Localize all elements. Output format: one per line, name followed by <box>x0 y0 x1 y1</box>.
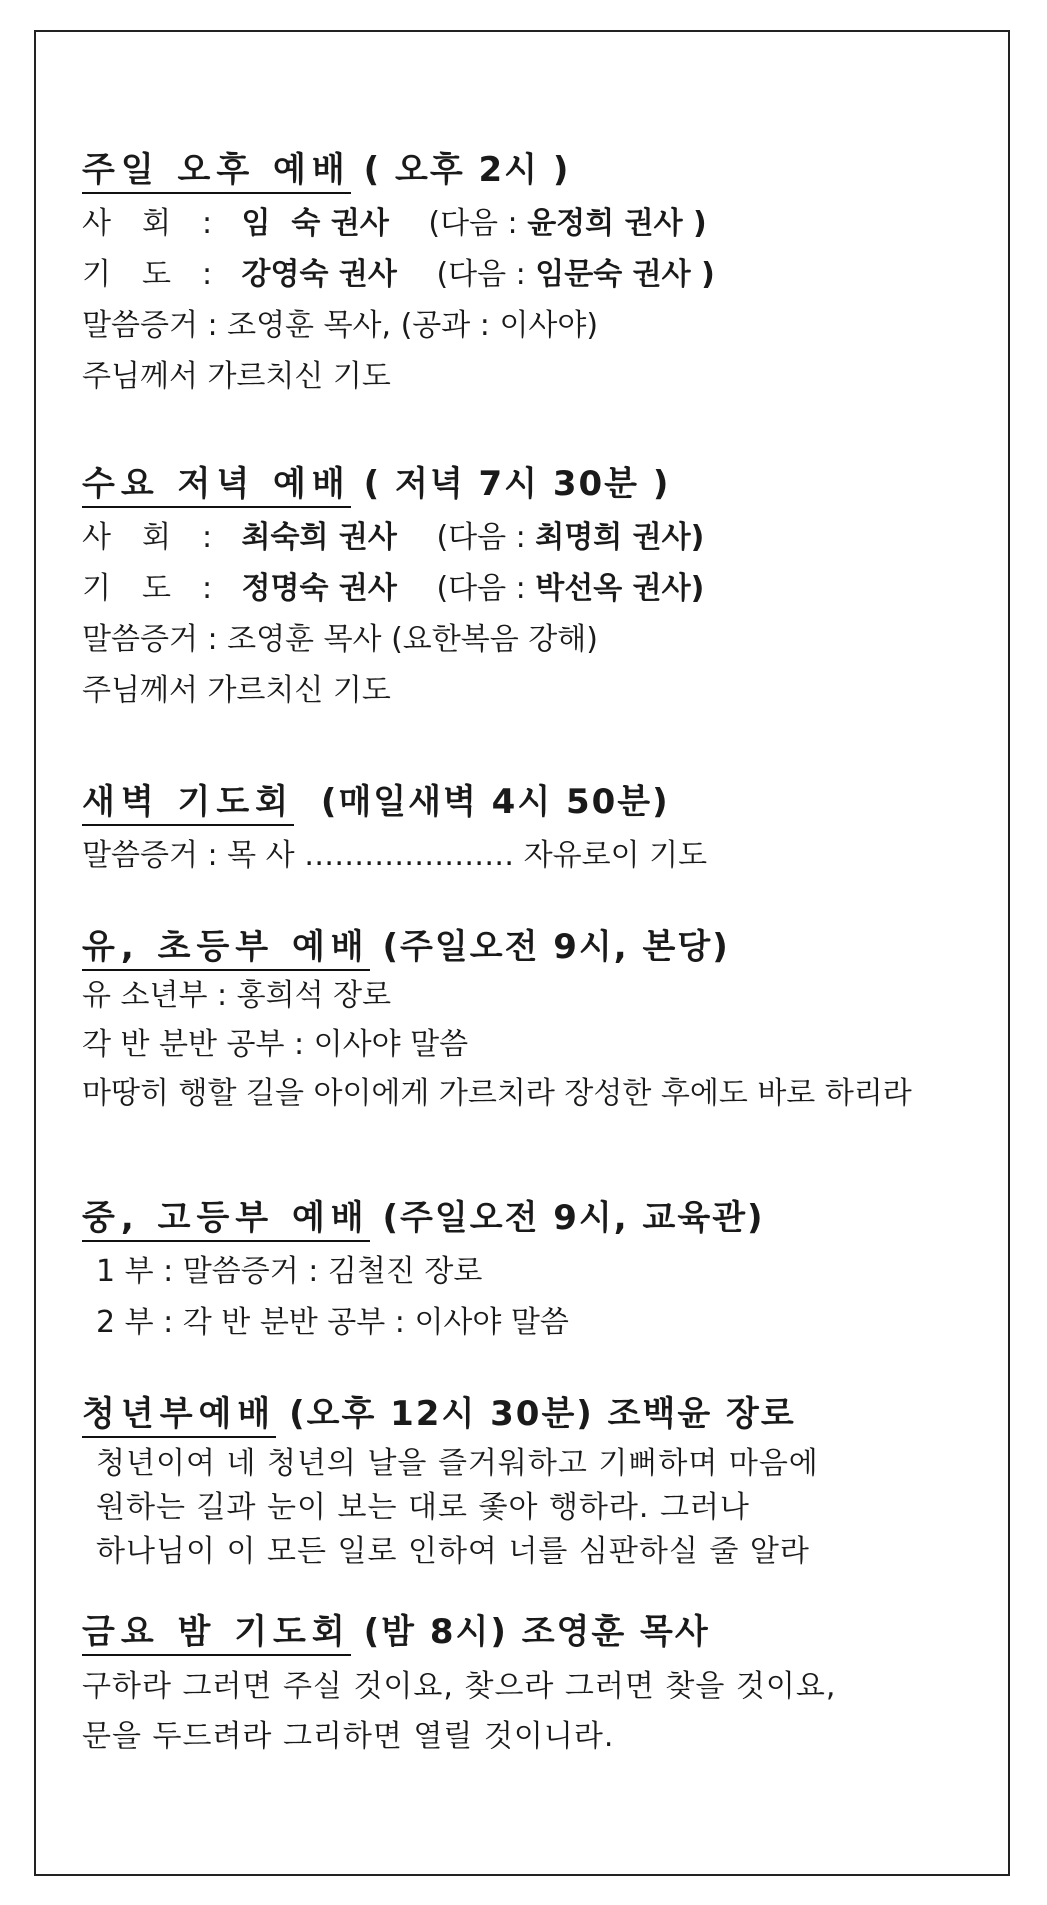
section-title: 새벽 기도회 <box>82 782 294 826</box>
section-heading <box>82 1610 1007 1654</box>
role-row: 사 회 : 최숙희 권사 (다음 : 최명희 권사) <box>82 520 705 555</box>
section-heading <box>82 1196 1007 1240</box>
section-title: 중, 고등부 예배 <box>82 1198 370 1242</box>
section-elementary <box>82 925 1007 1118</box>
text-line: 구하라 그러면 주실 것이요, 찾으라 그러면 찾을 것이요, <box>82 1669 837 1704</box>
text-line: 청년이여 네 청년의 날을 즐거워하고 기뻐하며 마음에 <box>96 1446 819 1481</box>
section-young-adults <box>82 1392 1007 1574</box>
text-line: 하나님이 이 모든 일로 인하여 너를 심판하실 줄 알라 <box>96 1534 810 1569</box>
section-time: (오후 12시 30분) 조백윤 장로 <box>289 1394 796 1434</box>
section-time: ( 저녁 7시 30분 ) <box>363 464 671 504</box>
section-heading <box>82 462 1007 506</box>
section-friday-prayer <box>82 1610 1007 1762</box>
section-title: 청년부예배 <box>82 1394 276 1438</box>
section-heading <box>82 148 1007 192</box>
role-row: 사 회 : 임 숙 권사 (다음 : 윤정희 권사 ) <box>82 206 707 241</box>
sermon-line: 말씀증거 : 조영훈 목사, (공과 : 이사야) <box>82 308 599 343</box>
text-line: 원하는 길과 눈이 보는 대로 좇아 행하라. 그러나 <box>96 1490 750 1525</box>
role-name: 임 숙 권사 <box>241 206 389 241</box>
section-time: ( 오후 2시 ) <box>363 150 571 190</box>
section-heading <box>82 780 1007 824</box>
text-line: 2 부 : 각 반 분반 공부 : 이사야 말씀 <box>96 1305 569 1340</box>
text-line: 1 부 : 말씀증거 : 김철진 장로 <box>96 1254 483 1289</box>
section-heading <box>82 925 1007 969</box>
section-youth <box>82 1196 1007 1348</box>
section-sunday-afternoon <box>82 148 1007 402</box>
role-row: 기 도 : 강영숙 권사 (다음 : 임문숙 권사 ) <box>82 257 715 292</box>
role-name: 정명숙 권사 <box>241 571 397 606</box>
section-time: (주일오전 9시, 교육관) <box>382 1198 765 1238</box>
text-line: 마땅히 행할 길을 아이에게 가르치라 장성한 후에도 바로 하리라 <box>82 1076 912 1111</box>
section-time: (주일오전 9시, 본당) <box>382 927 730 967</box>
topic-line: 주님께서 가르치신 기도 <box>82 673 391 708</box>
section-title: 유, 초등부 예배 <box>82 927 370 971</box>
text-line: 유 소년부 : 홍희석 장로 <box>82 978 392 1013</box>
role-name: 최숙희 권사 <box>241 520 397 555</box>
role-name: 강영숙 권사 <box>241 257 397 292</box>
section-dawn-prayer <box>82 780 1007 881</box>
topic-line: 주님께서 가르치신 기도 <box>82 359 391 394</box>
text-line: 문을 두드려라 그리하면 열릴 것이니라. <box>82 1719 615 1754</box>
section-title: 금요 밤 기도회 <box>82 1612 351 1656</box>
role-row: 기 도 : 정명숙 권사 (다음 : 박선옥 권사) <box>82 571 705 606</box>
section-time: (매일새벽 4시 50분) <box>320 782 670 822</box>
sermon-line: 말씀증거 : 조영훈 목사 (요한복음 강해) <box>82 622 598 657</box>
sermon-line: 말씀증거 : 목 사 ………………… 자유로이 기도 <box>82 838 708 873</box>
section-heading <box>82 1392 1007 1436</box>
section-title: 주일 오후 예배 <box>82 150 351 194</box>
section-time: (밤 8시) 조영훈 목사 <box>363 1612 710 1652</box>
section-wednesday-evening <box>82 462 1007 716</box>
text-line: 각 반 분반 공부 : 이사야 말씀 <box>82 1027 469 1062</box>
section-title: 수요 저녁 예배 <box>82 464 351 508</box>
